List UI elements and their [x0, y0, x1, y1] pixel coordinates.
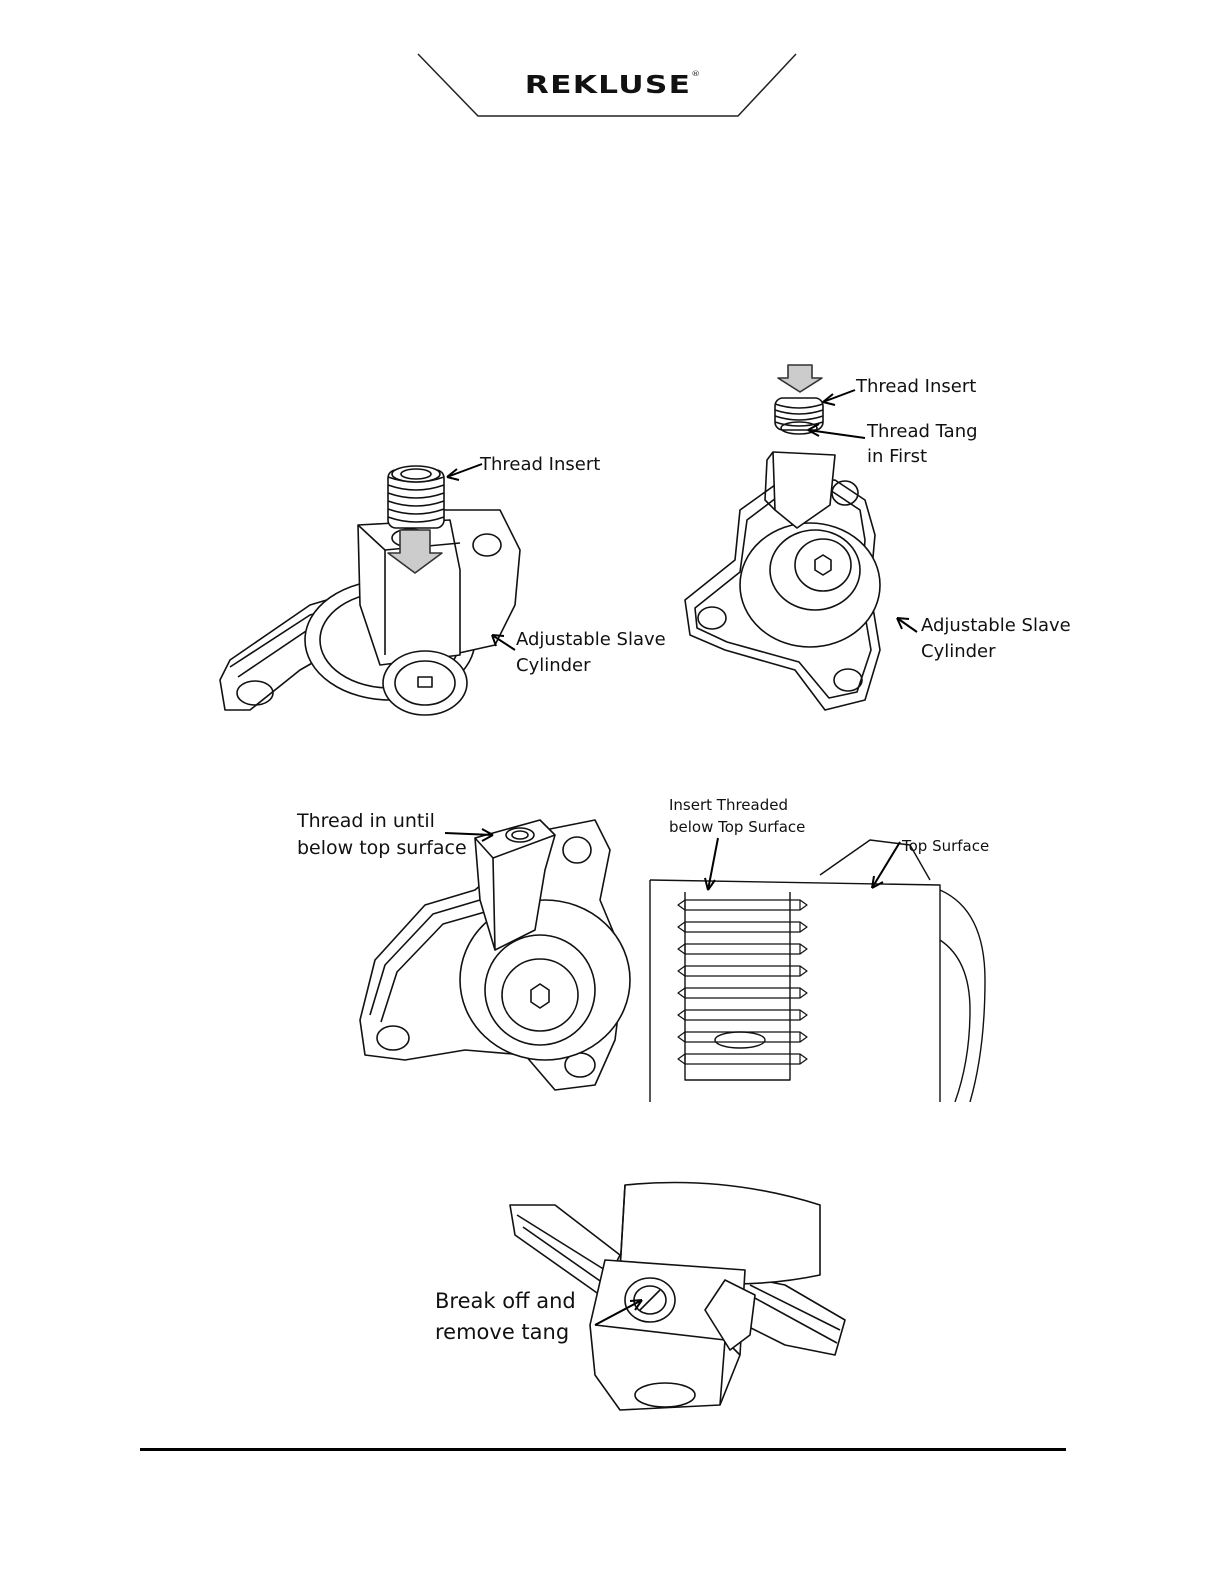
label-insert-threaded-line1: Insert Threaded	[669, 796, 788, 814]
figure-insert-cross-section	[640, 830, 1000, 1102]
label-break-off-line1: Break off and	[435, 1289, 576, 1313]
label-thread-in-line2: below top surface	[297, 837, 467, 859]
trademark-symbol: ®	[691, 70, 702, 78]
brand-name: REKLUSE	[524, 70, 692, 99]
footer-rule	[140, 1448, 1066, 1451]
figure-slave-cylinder-top-view	[665, 360, 928, 720]
label-thread-tang-line1: Thread Tang	[867, 421, 978, 442]
label-slave-cylinder-2-line2: Cylinder	[921, 641, 996, 662]
label-thread-insert-2: Thread Insert	[856, 376, 977, 397]
label-slave-cylinder-2-line1: Adjustable Slave	[921, 615, 1071, 636]
label-slave-cylinder-1-line2: Cylinder	[516, 655, 591, 676]
figure-slave-cylinder-insert-side	[210, 455, 680, 720]
label-insert-threaded-line2: below Top Surface	[669, 818, 806, 836]
label-break-off-line2: remove tang	[435, 1320, 570, 1344]
label-thread-tang-line2: in First	[867, 446, 928, 467]
label-slave-cylinder-1-line1: Adjustable Slave	[516, 629, 666, 650]
label-thread-in-line1: Thread in until	[297, 810, 435, 832]
label-thread-insert-1: Thread Insert	[480, 454, 601, 475]
brand-logo	[482, 70, 745, 99]
label-top-surface: Top Surface	[902, 837, 990, 855]
